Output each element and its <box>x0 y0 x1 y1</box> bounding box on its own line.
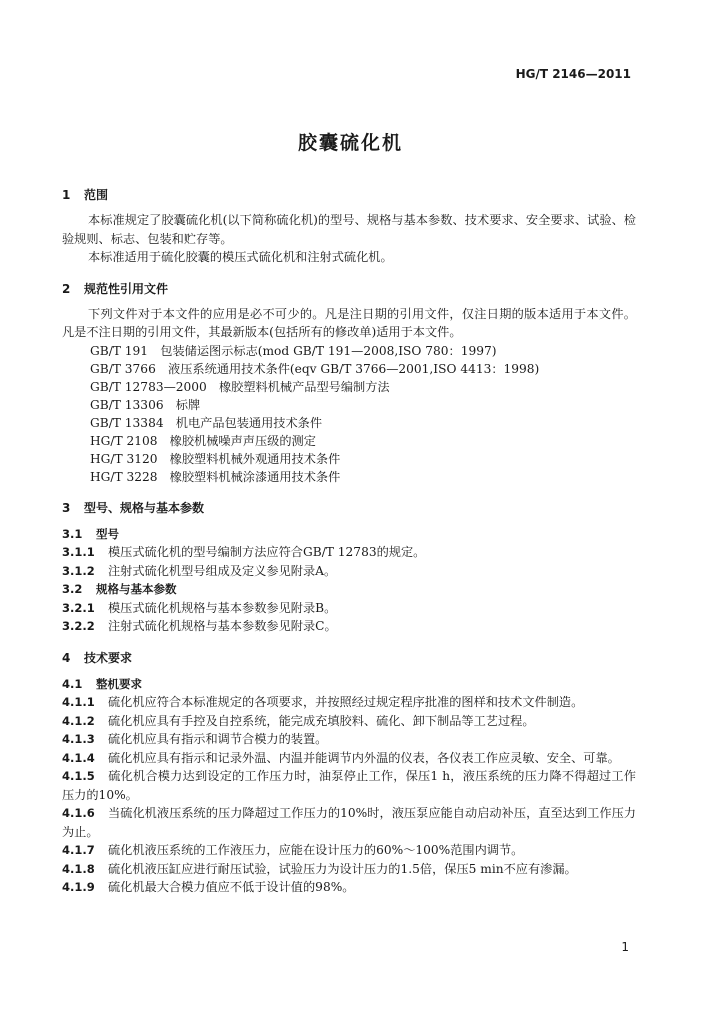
page-number: 1 <box>621 940 629 954</box>
paragraph: 本标准适用于硫化胶囊的模压式硫化机和注射式硫化机。 <box>88 250 393 264</box>
reference-item: GB/T 191 包装储运图示标志(mod GB/T 191—2008,ISO 780：1997) <box>90 343 497 358</box>
clause: 4.1.4 硫化机应具有指示和记录外温、内温并能调节内外温的仪表，各仪表工作应灵敏、安全、可靠。 <box>62 750 620 765</box>
reference-item: GB/T 13306 标牌 <box>90 397 201 412</box>
clause: 4.1.8 硫化机液压缸应进行耐压试验，试验压力为设计压力的1.5倍，保压5 min不应有渗漏。 <box>62 861 577 876</box>
paragraph: 下列文件对于本文件的应用是必不可少的。凡是注日期的引用文件，仅注日期的版本适用于本文件。凡是不注日期的引用文件，其最新版本(包括所有的修改单)适用于本文件。 <box>62 306 636 339</box>
clause: 4.1.3 硫化机应具有指示和调节合模力的装置。 <box>62 732 328 746</box>
reference-item: HG/T 3120 橡胶塑料机械外观通用技术条件 <box>90 451 341 466</box>
clause: 4.1.7 硫化机液压系统的工作液压力，应能在设计压力的60%～100%范围内调节。 <box>62 843 524 857</box>
document-body <box>62 186 636 897</box>
clause: 4.1.1 硫化机应符合本标准规定的各项要求，并按照经过规定程序批准的图样和技术文件制造。 <box>62 695 584 709</box>
section-heading: 2 规范性引用文件 <box>62 281 169 296</box>
clause: 4.1.9 硫化机最大合模力值应不低于设计值的98%。 <box>62 880 355 894</box>
reference-item: GB/T 3766 液压系统通用技术条件(eqv GB/T 3766—2001,ISO 4413：1998) <box>90 361 540 376</box>
reference-item: HG/T 2108 橡胶机械噪声声压级的测定 <box>90 433 316 448</box>
clause: 4.1.6 当硫化机液压系统的压力降超过工作压力的10%时，液压泵应能自动启动补压，直至达到工作压力为止。 <box>62 806 636 839</box>
clause: 3.1.2 注射式硫化机型号组成及定义参见附录A。 <box>62 563 337 578</box>
clause: 3.1 型号 <box>62 526 119 541</box>
clause: 4.1.5 硫化机合模力达到设定的工作压力时，油泵停止工作，保压1 h，液压系统的压力降不得超过工作压力的10%。 <box>62 769 636 802</box>
section-heading: 4 技术要求 <box>62 650 133 665</box>
document-code: HG/T 2146—2011 <box>515 67 631 81</box>
section-heading: 1 范围 <box>62 188 109 202</box>
clause: 3.2 规格与基本参数 <box>62 582 177 596</box>
section-heading: 3 型号、规格与基本参数 <box>62 500 205 515</box>
clause: 4.1.2 硫化机应具有手控及自控系统，能完成充填胶料、硫化、卸下制品等工艺过程。 <box>62 713 535 728</box>
reference-item: GB/T 13384 机电产品包装通用技术条件 <box>90 415 323 430</box>
reference-item: HG/T 3228 橡胶塑料机械涂漆通用技术条件 <box>90 469 341 484</box>
clause: 4.1 整机要求 <box>62 676 142 691</box>
document-title: 胶囊硫化机 <box>297 132 403 154</box>
paragraph: 本标准规定了胶囊硫化机(以下简称硫化机)的型号、规格与基本参数、技术要求、安全要求、试验、检验规则、标志、包装和贮存等。 <box>62 213 636 246</box>
clause: 3.2.1 模压式硫化机规格与基本参数参见附录B。 <box>62 600 337 615</box>
clause: 3.1.1 模压式硫化机的型号编制方法应符合GB/T 12783的规定。 <box>62 545 426 559</box>
reference-item: GB/T 12783—2000 橡胶塑料机械产品型号编制方法 <box>90 379 390 394</box>
clause: 3.2.2 注射式硫化机规格与基本参数参见附录C。 <box>62 619 337 633</box>
